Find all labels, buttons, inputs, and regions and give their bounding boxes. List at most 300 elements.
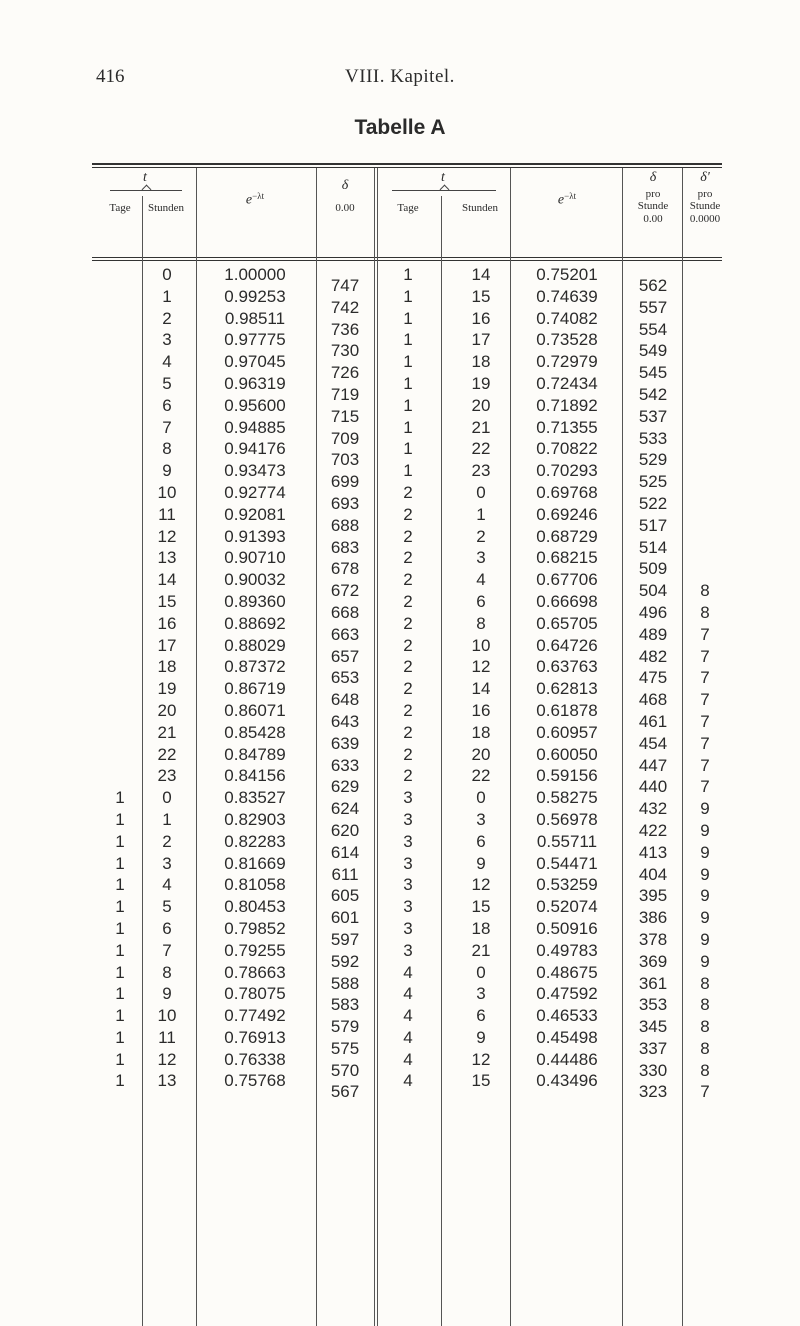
left-stunden-cell: 7 (162, 417, 172, 437)
left-tage-cell: 1 (115, 809, 125, 829)
table-row (0, 831, 800, 862)
table-row (0, 1049, 800, 1080)
delta-prime-cell: 7 (700, 733, 710, 753)
right-delta-cell: 537 (638, 406, 668, 426)
left-exp-cell: 0.76338 (224, 1049, 286, 1069)
left-exp-cell: 0.92774 (224, 482, 286, 502)
right-exp-cell: 0.60050 (536, 744, 598, 764)
right-stunden-cell: 18 (471, 918, 491, 938)
left-stunden-cell: 0 (162, 265, 172, 284)
right-stunden-cell: 8 (476, 613, 486, 633)
left-delta-cell: 592 (330, 951, 360, 971)
right-delta-cell: 404 (638, 864, 668, 884)
right-tage-cell: 1 (403, 352, 413, 372)
right-stunden-cell: 21 (471, 940, 491, 960)
left-stunden-cell: 9 (162, 461, 172, 481)
right-tage-cell: 2 (403, 657, 413, 677)
right-tage-cell: 2 (403, 766, 413, 786)
left-stunden-cell: 10 (157, 482, 177, 502)
left-delta-cell: 575 (330, 1038, 360, 1058)
stunden-header-left: Stunden (147, 202, 185, 214)
table-row (0, 395, 800, 426)
right-exp-cell: 0.59156 (536, 766, 598, 786)
left-delta-cell: 688 (330, 515, 360, 535)
right-delta-cell: 395 (638, 886, 668, 906)
left-exp-cell: 0.87372 (224, 657, 286, 677)
right-exp-cell: 0.69246 (536, 504, 598, 524)
left-delta-cell: 683 (330, 537, 360, 557)
left-exp-cell: 0.97775 (224, 330, 286, 350)
right-exp-cell: 0.66698 (536, 591, 598, 611)
right-delta-cell: 447 (638, 755, 668, 775)
table-row (0, 439, 800, 470)
right-exp-cell: 0.71892 (536, 395, 598, 415)
stunden-header-right: Stunden (461, 202, 499, 214)
right-stunden-cell: 15 (471, 286, 491, 306)
left-stunden-cell: 8 (162, 962, 172, 982)
left-delta-cell: 611 (331, 864, 359, 884)
right-tage-cell: 1 (403, 265, 413, 284)
delta-prime-cell: 7 (700, 755, 710, 775)
left-delta-cell: 583 (330, 995, 360, 1015)
left-delta-cell: 699 (330, 472, 360, 492)
table-row (0, 853, 800, 884)
right-delta-cell: 509 (638, 559, 668, 579)
left-stunden-cell: 5 (162, 897, 172, 917)
left-delta-cell: 633 (330, 755, 360, 775)
left-tage-cell: 1 (115, 788, 125, 808)
right-tage-cell: 4 (403, 1049, 413, 1069)
left-exp-cell: 0.79852 (224, 918, 286, 938)
exp-header-right (512, 190, 622, 207)
left-exp-cell: 0.82283 (224, 831, 286, 851)
right-exp-cell: 0.48675 (536, 962, 598, 982)
right-stunden-cell: 1 (476, 504, 486, 524)
table-title: Tabelle A (354, 116, 446, 139)
delta-prime-cell: 7 (700, 777, 710, 797)
right-delta-cell: 545 (638, 363, 668, 383)
t-header-right: t (441, 170, 445, 185)
left-delta-cell: 747 (330, 276, 360, 295)
right-delta-cell: 496 (638, 602, 668, 622)
right-exp-cell: 0.70293 (536, 461, 598, 481)
right-stunden-cell: 9 (476, 853, 486, 873)
left-exp-cell: 0.98511 (224, 308, 286, 328)
right-delta-cell: 529 (638, 450, 668, 470)
right-tage-cell: 2 (403, 700, 413, 720)
left-exp-cell: 0.84156 (224, 766, 286, 786)
table-row (0, 744, 800, 775)
left-delta-cell: 588 (330, 973, 360, 993)
left-stunden-cell: 2 (162, 831, 172, 851)
left-exp-cell: 0.94885 (224, 417, 286, 437)
left-delta-cell: 742 (330, 297, 360, 317)
right-exp-cell: 0.68729 (536, 526, 598, 546)
left-exp-cell: 0.78075 (224, 984, 286, 1004)
delta-prime-cell: 9 (700, 820, 710, 840)
right-delta-cell: 557 (638, 297, 668, 317)
right-exp-cell: 0.69768 (536, 482, 598, 502)
delta-prime-cell: 8 (700, 602, 710, 622)
left-exp-cell: 0.90710 (224, 548, 286, 568)
left-exp-cell: 0.94176 (224, 439, 286, 459)
left-delta-cell: 567 (330, 1082, 360, 1102)
top-rule (92, 163, 722, 165)
left-delta-cell: 709 (330, 428, 360, 448)
right-tage-cell: 1 (403, 373, 413, 393)
left-exp-cell: 0.95600 (224, 395, 286, 415)
left-tage-cell: 1 (115, 940, 125, 960)
right-stunden-cell: 6 (476, 1006, 486, 1026)
right-delta-cell: 525 (638, 472, 668, 492)
left-delta-cell: 597 (330, 929, 360, 949)
right-stunden-cell: 19 (471, 373, 491, 393)
right-tage-cell: 3 (403, 809, 413, 829)
right-tage-cell: 2 (403, 591, 413, 611)
left-exp-cell: 0.99253 (224, 286, 286, 306)
right-delta-cell: 504 (638, 581, 668, 601)
table-row (0, 722, 800, 753)
right-stunden-cell: 3 (476, 809, 486, 829)
right-exp-cell: 0.68215 (536, 548, 598, 568)
right-tage-cell: 1 (403, 439, 413, 459)
left-stunden-cell: 16 (157, 613, 177, 633)
left-tage-cell: 1 (115, 831, 125, 851)
left-exp-cell: 0.92081 (224, 504, 286, 524)
right-tage-cell: 1 (403, 308, 413, 328)
left-stunden-cell: 19 (157, 679, 177, 699)
left-stunden-cell: 14 (157, 570, 177, 590)
right-tage-cell: 3 (403, 788, 413, 808)
left-delta-cell: 653 (330, 668, 360, 688)
right-delta-cell: 522 (638, 493, 668, 513)
left-delta-cell: 624 (330, 799, 360, 819)
right-exp-cell: 0.61878 (536, 700, 598, 720)
left-stunden-cell: 23 (157, 766, 177, 786)
left-exp-cell: 0.77492 (224, 1006, 286, 1026)
right-delta-cell: 432 (638, 799, 668, 819)
right-tage-cell: 1 (403, 330, 413, 350)
right-stunden-cell: 6 (476, 591, 486, 611)
right-exp-cell: 0.67706 (536, 570, 598, 590)
delta-pro-right: pro (645, 188, 661, 200)
left-delta-cell: 639 (330, 733, 360, 753)
left-delta-cell: 629 (330, 777, 360, 797)
left-stunden-cell: 2 (162, 308, 172, 328)
right-stunden-cell: 20 (471, 744, 491, 764)
exp-base-right: e (557, 192, 565, 208)
table-row (0, 613, 800, 644)
right-tage-cell: 1 (403, 461, 413, 481)
left-exp-cell: 0.97045 (224, 352, 286, 372)
left-stunden-cell: 9 (162, 984, 172, 1004)
left-tage-cell: 1 (115, 1027, 125, 1047)
left-stunden-cell: 0 (162, 788, 172, 808)
left-exp-cell: 0.88029 (224, 635, 286, 655)
left-stunden-cell: 4 (162, 352, 172, 372)
left-delta-cell: 715 (330, 406, 360, 426)
left-stunden-cell: 13 (157, 1071, 177, 1091)
delta-prime-cell: 9 (700, 842, 710, 862)
delta-prime-cell: 7 (700, 711, 710, 731)
left-delta-cell: 579 (330, 1017, 360, 1037)
delta-prime-pro: pro (697, 188, 713, 200)
left-tage-cell: 1 (115, 984, 125, 1004)
right-delta-cell: 468 (638, 690, 668, 710)
right-delta-cell: 413 (638, 842, 668, 862)
left-exp-cell: 0.80453 (224, 897, 286, 917)
right-stunden-cell: 12 (471, 657, 491, 677)
left-delta-cell: 719 (330, 384, 360, 404)
right-tage-cell: 1 (403, 417, 413, 437)
left-exp-cell: 0.88692 (224, 613, 286, 633)
left-stunden-cell: 4 (162, 875, 172, 895)
delta-prime-cell: 8 (700, 1060, 710, 1080)
right-tage-cell: 4 (403, 984, 413, 1004)
table-row (0, 265, 800, 295)
left-delta-cell: 672 (330, 581, 360, 601)
left-stunden-cell: 11 (158, 504, 176, 524)
left-stunden-cell: 10 (157, 1006, 177, 1026)
delta-prime-cell: 7 (700, 1082, 710, 1102)
right-stunden-cell: 0 (476, 788, 486, 808)
right-delta-cell: 440 (638, 777, 668, 797)
t-brace-right (392, 190, 496, 197)
right-exp-cell: 0.71355 (536, 417, 598, 437)
right-tage-cell: 2 (403, 635, 413, 655)
right-stunden-cell: 23 (471, 461, 491, 481)
tage-header-right: Tage (397, 202, 419, 214)
delta-prime-scale: 0.0000 (689, 213, 721, 225)
left-stunden-cell: 21 (157, 722, 177, 742)
delta-prime-cell: 8 (700, 581, 710, 601)
left-delta-cell: 643 (330, 711, 360, 731)
left-exp-cell: 0.75768 (224, 1071, 286, 1091)
right-tage-cell: 2 (403, 722, 413, 742)
left-delta-cell: 601 (330, 908, 360, 928)
right-tage-cell: 2 (403, 613, 413, 633)
right-exp-cell: 0.72434 (536, 373, 598, 393)
delta-scale-right: 0.00 (643, 213, 663, 225)
right-stunden-cell: 14 (471, 265, 491, 284)
table-row (0, 308, 800, 339)
right-stunden-cell: 15 (471, 897, 491, 917)
right-tage-cell: 1 (403, 286, 413, 306)
left-exp-cell: 0.86071 (224, 700, 286, 720)
left-stunden-cell: 17 (157, 635, 177, 655)
right-stunden-cell: 12 (471, 875, 491, 895)
exp-power-right: −λt (564, 191, 577, 201)
right-tage-cell: 2 (403, 570, 413, 590)
left-stunden-cell: 5 (162, 373, 172, 393)
left-tage-cell: 1 (115, 962, 125, 982)
right-tage-cell: 4 (403, 962, 413, 982)
right-stunden-cell: 18 (471, 722, 491, 742)
left-delta-cell: 736 (330, 319, 360, 339)
right-tage-cell: 1 (403, 395, 413, 415)
header-rule-2 (92, 260, 722, 261)
left-stunden-cell: 1 (162, 286, 172, 306)
t-header-left: t (143, 170, 147, 185)
delta-prime-cell: 7 (700, 668, 710, 688)
right-stunden-cell: 15 (471, 1071, 491, 1091)
delta-stunde-right: Stunde (637, 200, 669, 212)
right-exp-cell: 0.49783 (536, 940, 598, 960)
right-delta-cell: 345 (638, 1017, 668, 1037)
left-stunden-cell: 12 (157, 1049, 177, 1069)
right-delta-cell: 369 (638, 951, 668, 971)
right-tage-cell: 2 (403, 548, 413, 568)
right-exp-cell: 0.52074 (536, 897, 598, 917)
table-row (0, 940, 800, 971)
delta-prime-cell: 9 (700, 908, 710, 928)
table-row (0, 286, 800, 317)
delta-prime-cell: 8 (700, 973, 710, 993)
right-exp-cell: 0.55711 (536, 831, 598, 851)
left-exp-cell: 0.89360 (224, 591, 286, 611)
table-row (0, 984, 800, 1015)
left-stunden-cell: 11 (158, 1027, 176, 1047)
right-tage-cell: 4 (403, 1027, 413, 1047)
right-tage-cell: 2 (403, 482, 413, 502)
table-row (0, 635, 800, 666)
delta-prime-header: δ' (700, 170, 710, 185)
exp-power: −λt (252, 191, 265, 201)
left-stunden-cell: 13 (157, 548, 177, 568)
delta-prime-cell: 8 (700, 1038, 710, 1058)
right-tage-cell: 2 (403, 679, 413, 699)
left-delta-cell: 605 (330, 886, 360, 906)
left-delta-cell: 620 (330, 820, 360, 840)
table-row (0, 548, 800, 579)
left-exp-cell: 0.86719 (224, 679, 286, 699)
left-tage-cell: 1 (115, 1049, 125, 1069)
left-exp-cell: 0.82903 (224, 809, 286, 829)
right-exp-cell: 0.45498 (536, 1027, 598, 1047)
right-delta-cell: 517 (638, 515, 668, 535)
right-stunden-cell: 17 (471, 330, 491, 350)
delta-prime-cell: 9 (700, 929, 710, 949)
left-exp-cell: 0.96319 (224, 373, 286, 393)
left-delta-cell: 663 (330, 624, 360, 644)
right-stunden-cell: 16 (471, 308, 491, 328)
right-stunden-cell: 2 (476, 526, 486, 546)
right-tage-cell: 4 (403, 1071, 413, 1091)
left-stunden-cell: 12 (157, 526, 177, 546)
right-delta-cell: 386 (638, 908, 668, 928)
chapter-heading: VIII. Kapitel. (345, 66, 455, 87)
right-delta-cell: 378 (638, 929, 668, 949)
left-exp-cell: 0.90032 (224, 570, 286, 590)
right-tage-cell: 3 (403, 897, 413, 917)
right-delta-cell: 482 (638, 646, 668, 666)
right-exp-cell: 0.63763 (536, 657, 598, 677)
right-stunden-cell: 22 (471, 766, 491, 786)
right-delta-cell: 454 (638, 733, 668, 753)
delta-header-right: δ (649, 170, 657, 185)
right-delta-cell: 533 (638, 428, 668, 448)
right-exp-cell: 0.73528 (536, 330, 598, 350)
left-exp-cell: 0.81669 (224, 853, 286, 873)
left-exp-cell: 0.93473 (224, 461, 286, 481)
right-delta-cell: 554 (638, 319, 668, 339)
right-stunden-cell: 9 (476, 1027, 486, 1047)
right-exp-cell: 0.54471 (536, 853, 598, 873)
delta-prime-cell: 9 (700, 951, 710, 971)
right-stunden-cell: 16 (471, 700, 491, 720)
left-stunden-cell: 6 (162, 918, 172, 938)
table-row (0, 1071, 800, 1102)
left-stunden-cell: 7 (162, 940, 172, 960)
left-tage-cell: 1 (115, 1006, 125, 1026)
left-delta-cell: 657 (330, 646, 360, 666)
delta-prime-cell: 9 (700, 799, 710, 819)
right-exp-cell: 0.65705 (536, 613, 598, 633)
right-delta-cell: 323 (638, 1082, 668, 1102)
left-exp-cell: 0.83527 (224, 788, 286, 808)
right-delta-cell: 562 (638, 276, 668, 295)
right-tage-cell: 2 (403, 504, 413, 524)
page-number: 416 (96, 66, 125, 87)
left-stunden-cell: 20 (157, 700, 177, 720)
right-stunden-cell: 18 (471, 352, 491, 372)
delta-prime-cell: 7 (700, 690, 710, 710)
right-exp-cell: 0.44486 (536, 1049, 598, 1069)
left-stunden-cell: 22 (157, 744, 177, 764)
right-stunden-cell: 20 (471, 395, 491, 415)
right-stunden-cell: 3 (476, 548, 486, 568)
left-delta-cell: 570 (330, 1060, 360, 1080)
right-stunden-cell: 14 (471, 679, 491, 699)
right-delta-cell: 422 (638, 820, 668, 840)
exp-base: e (245, 192, 253, 208)
delta-scale-left: 0.00 (335, 202, 355, 214)
right-stunden-cell: 12 (471, 1049, 491, 1069)
table-body (0, 265, 800, 1102)
left-exp-cell: 0.76913 (224, 1027, 286, 1047)
right-delta-cell: 337 (638, 1038, 668, 1058)
right-exp-cell: 0.56978 (536, 809, 598, 829)
right-delta-cell: 475 (638, 668, 668, 688)
left-tage-cell: 1 (115, 1071, 125, 1091)
right-delta-cell: 549 (638, 341, 668, 361)
left-stunden-cell: 18 (157, 657, 177, 677)
right-tage-cell: 3 (403, 875, 413, 895)
table-row (0, 330, 800, 361)
right-exp-cell: 0.64726 (536, 635, 598, 655)
left-delta-cell: 703 (330, 450, 360, 470)
left-tage-cell: 1 (115, 853, 125, 873)
right-stunden-cell: 0 (476, 962, 486, 982)
delta-prime-stunde: Stunde (689, 200, 721, 212)
header-rule (92, 257, 722, 258)
right-delta-cell: 461 (638, 711, 668, 731)
left-exp-cell: 0.91393 (224, 526, 286, 546)
right-exp-cell: 0.58275 (536, 788, 598, 808)
right-tage-cell: 4 (403, 1006, 413, 1026)
table-row (0, 504, 800, 535)
left-delta-cell: 726 (330, 363, 360, 383)
delta-prime-cell: 7 (700, 646, 710, 666)
left-stunden-cell: 1 (162, 809, 172, 829)
right-tage-cell: 3 (403, 831, 413, 851)
right-stunden-cell: 6 (476, 831, 486, 851)
delta-prime-cell: 8 (700, 995, 710, 1015)
right-exp-cell: 0.70822 (536, 439, 598, 459)
left-exp-cell: 0.84789 (224, 744, 286, 764)
right-exp-cell: 0.46533 (536, 1006, 598, 1026)
left-delta-cell: 648 (330, 690, 360, 710)
